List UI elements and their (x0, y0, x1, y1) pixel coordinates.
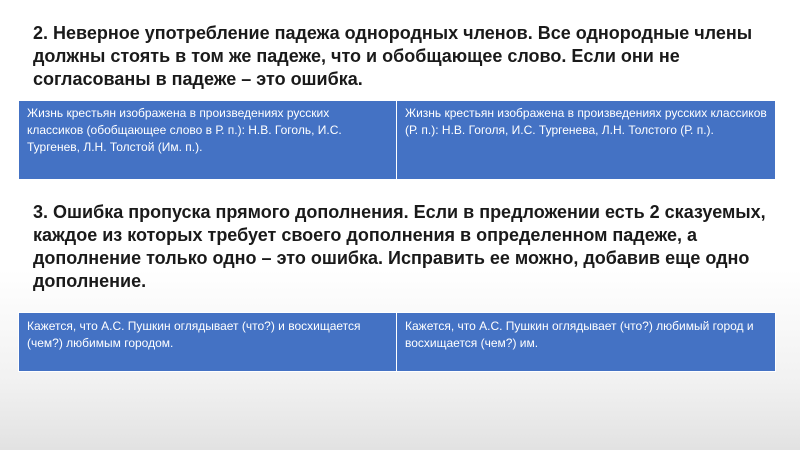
section-3-heading: 3. Ошибка пропуска прямого дополнения. Если в предложении есть 2 сказуемых, каждое из которых требует своего дополнения в определенном падеже, а дополнение только одно – это ошибка. Исправить ее можно, добавив еще одно дополнение. (33, 202, 766, 291)
section-2-wrong-example: Жизнь крестьян изображена в произведениях русских классиков (обобщающее слово в Р. п.): Н.В. Гоголь, И.С. Тургенев, Л.Н. Толстой (Им. п.). (19, 101, 397, 179)
section-2-correct-example: Жизнь крестьян изображена в произведениях русских классиков (Р. п.): Н.В. Гоголя, И.С. Тургенева, Л.Н. Толстого (Р. п.). (405, 106, 767, 137)
section-2-example-table (18, 100, 776, 180)
section-3-example-table (18, 312, 776, 372)
section-3-wrong-example: Кажется, что А.С. Пушкин оглядывает (что?) и восхищается (чем?) любимым городом. (19, 313, 397, 371)
section-3-correct-example: Кажется, что А.С. Пушкин оглядывает (что?) любимый город и восхищается (чем?) им. (405, 319, 754, 350)
section-2-heading: 2. Неверное употребление падежа однородных членов. Все однородные члены должны стоять в том же падеже, что и обобщающее слово. Если они не согласованы в падеже – это ошибка. (33, 23, 753, 89)
